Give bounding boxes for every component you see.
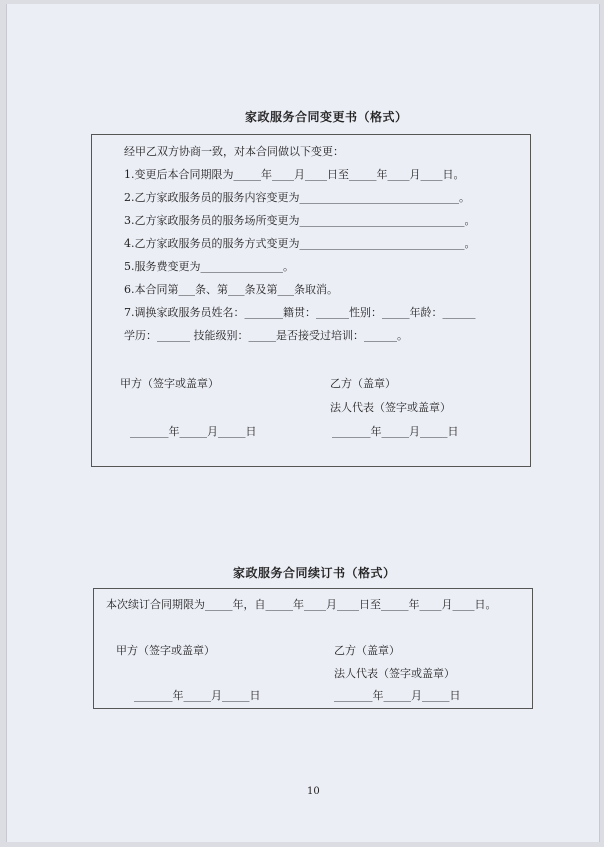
change-date-a: _______年_____月_____日: [130, 425, 257, 438]
change-item-3: 3.乙方家政服务员的服务场所变更为______________________________。: [124, 214, 476, 227]
change-date-b: _______年_____月_____日: [332, 425, 459, 438]
document-page: [6, 4, 600, 842]
change-legal-rep: 法人代表（签字或盖章）: [330, 401, 451, 414]
page-number: 10: [307, 786, 320, 797]
change-party-b: 乙方（盖章）: [330, 377, 396, 390]
renewal-term: 本次续订合同期限为_____年，自_____年____月____日至_____年____月____日。: [106, 598, 497, 611]
renewal-date-a: _______年_____月_____日: [134, 689, 261, 702]
renewal-date-b: _______年_____月_____日: [334, 689, 461, 702]
renewal-form-box: [93, 588, 533, 709]
change-item-4: 4.乙方家政服务员的服务方式变更为______________________________。: [124, 237, 476, 250]
change-form-box: [91, 134, 531, 467]
change-item-2: 2.乙方家政服务员的服务内容变更为_____________________________。: [124, 191, 470, 204]
renewal-party-b: 乙方（盖章）: [334, 644, 400, 657]
change-item-1: 1.变更后本合同期限为_____年____月____日至_____年____月____日。: [124, 168, 465, 181]
change-form-title: 家政服务合同变更书（格式）: [245, 110, 408, 124]
renewal-legal-rep: 法人代表（签字或盖章）: [334, 667, 455, 680]
change-party-a: 甲方（签字或盖章）: [120, 377, 219, 390]
change-intro: 经甲乙双方协商一致，对本合同做以下变更：: [124, 145, 344, 158]
change-item-6: 6.本合同第___条、第___条及第___条取消。: [124, 283, 338, 296]
renewal-form-title: 家政服务合同续订书（格式）: [233, 566, 396, 580]
renewal-party-a: 甲方（签字或盖章）: [116, 644, 215, 657]
change-item-7: 7.调换家政服务员姓名：_______籍贯：______性别：_____年龄：______: [124, 306, 476, 319]
change-item-5: 5.服务费变更为_______________。: [124, 260, 294, 273]
change-item-7-cont: 学历：______ 技能级别：_____是否接受过培训：______。: [124, 329, 408, 342]
